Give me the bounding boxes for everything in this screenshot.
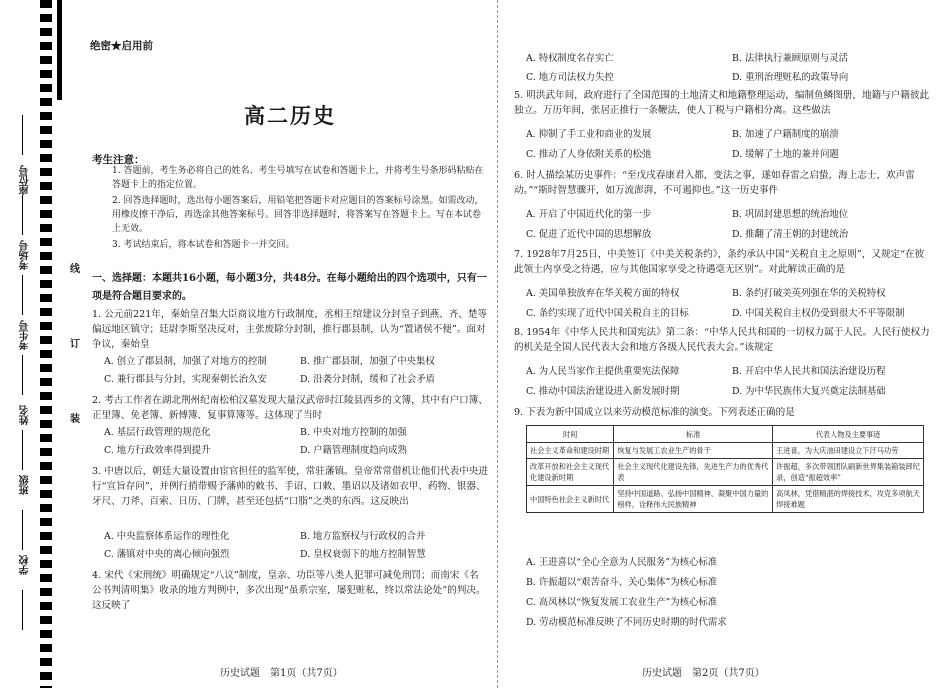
- table-cell: 王进喜，为大庆油田建设立下汗马功劳: [773, 443, 924, 459]
- page-divider: [497, 0, 499, 688]
- table-row: [527, 486, 924, 513]
- table-header: 标准: [614, 426, 773, 443]
- table-header: 代表人物及主要事迹: [773, 426, 924, 443]
- q4-option-a: A. 特权制度名存实亡: [526, 53, 614, 64]
- q4-option-b: B. 法律执行兼顾原则与灵活: [732, 53, 848, 64]
- question-4: 4. 宋代《宋刑统》明确规定“八议”制度，皇亲、功臣等八类人犯罪可减免刑罚；而南宋《名公书判清明集》收录的地方判例中，多次出现“虽系宗室，屡犯赃私，终以常法论处”的判决。这反映了: [92, 570, 486, 611]
- table-row: [527, 459, 924, 486]
- page-1: [90, 0, 490, 688]
- q1-option-a: A. 创立了郡县制，加强了对地方的控制: [104, 356, 267, 367]
- notice-heading: 考生注意：: [92, 154, 145, 166]
- q3-option-a: A. 中央监察体系运作的理性化: [104, 531, 230, 542]
- q5-option-a: A. 抑制了手工业和商业的发展: [526, 129, 652, 140]
- section-heading: 一、选择题：本题共16小题，每小题3分，共48分。在每小题给出的四个选项中，只有一项是符合题目要求的。: [92, 273, 487, 302]
- q7-option-c: C. 条约实现了近代中国关税自主的目标: [526, 308, 689, 319]
- notice-item: 2. 回答选择题时，选出每小题答案后，用铅笔把答题卡对应题目的答案标号涂黑。如需改动，用橡皮擦干净后，再选涂其他答案标号。回答非选择题时，将答案写在答题卡上。写在本试卷上无效。: [112, 196, 484, 234]
- cut-mark-fold: 装: [70, 414, 80, 425]
- q7-option-a: A. 美国单独放弃在华关税方面的特权: [526, 288, 680, 299]
- q1-option-b: B. 推广郡县制，加强了中央集权: [300, 356, 435, 367]
- question-9: 9. 下表为新中国成立以来劳动模范标准的演变。下列表述正确的是: [514, 407, 795, 418]
- candidate-number-label: 考生号: [20, 320, 31, 350]
- q3-option-b: B. 地方监察权与行政权的合并: [300, 531, 426, 542]
- q5-option-c: C. 推动了人身依附关系的松弛: [526, 149, 652, 160]
- q8-option-b: B. 开启中华人民共和国法治建设历程: [732, 366, 886, 377]
- table-cell: 许振超，多次带领团队刷新世界集装箱装卸纪录，创造“振超效率”: [773, 459, 924, 486]
- q2-option-b: B. 中央对地方控制的加强: [300, 427, 407, 438]
- question-6: 6. 时人描绘某历史事件：“至戊戌春康君入都，变法之事，遂如春雷之启蛰，海上志士，欢声雷动。”“斯时智慧骤开，如万流澎湃，不可遏抑也。”这一历史事件: [514, 170, 915, 196]
- question-1: 1. 公元前221年，秦始皇召集大臣商议地方行政制度，丞相王绾建议分封皇子到燕、齐、楚等偏远地区镇守；廷尉李斯坚决反对，主张废除分封制，推行郡县制，认为“置诸侯不便”。面对争议，秦始皇: [92, 309, 488, 350]
- q1-option-d: D. 沿袭分封制，缓和了社会矛盾: [300, 374, 436, 385]
- table-cell: 改革开放和社会主义现代化建设新时期: [527, 459, 614, 486]
- notice-item: 3. 考试结束后，将本试卷和答题卡一并交回。: [112, 240, 295, 250]
- q4-option-d: D. 重刑治理赃私的政策导向: [732, 72, 849, 83]
- binding-dash-rail: [40, 0, 52, 688]
- binding-solid-rail: [57, 0, 62, 100]
- q5-option-b: B. 加速了户籍制度的崩溃: [732, 129, 839, 140]
- secret-mark: 绝密★启用前: [90, 40, 153, 52]
- question-7: 7. 1928年7月25日，中美签订《中美关税条约》，条约承认中国“关税自主之原则”，又规定“在彼此领土内享受之待遇，应与其他国家享受之待遇毫无区别”。对此解读正确的是: [514, 249, 925, 275]
- seat-number-label: 座位号: [20, 165, 31, 195]
- q8-option-d: D. 为中华民族伟大复兴奠定法制基础: [732, 386, 886, 397]
- table-cell: 社会主义革命和建设时期: [527, 443, 614, 459]
- q9-option-d: D. 劳动模范标准反映了不同历史时期的时代需求: [526, 617, 727, 628]
- binding-margin: [0, 0, 92, 688]
- cut-mark-line: 线: [70, 264, 80, 275]
- question-5: 5. 明洪武年间，政府进行了全国范围的土地清丈和地籍整理运动，编制鱼鳞图册，地籍与户籍彼此独立。万历年间，张居正推行一条鞭法，使人丁税与户籍相分离。这些做法: [514, 90, 930, 116]
- q4-option-c: C. 地方司法权力失控: [526, 72, 614, 83]
- table-cell: 恢复与发展工农业生产的骨干: [614, 443, 773, 459]
- q9-option-a: A. 王进喜以“全心全意为人民服务”为核心标准: [526, 557, 718, 568]
- q2-option-c: C. 地方行政效率得到提升: [104, 445, 211, 456]
- q7-option-d: D. 中国关税自主权仍受到很大不平等限制: [732, 308, 905, 319]
- page-footer-1: 历史试题 第1页（共7页）: [220, 668, 343, 679]
- q5-option-d: D. 缓解了土地的兼并问题: [732, 149, 839, 160]
- table-row: [527, 443, 924, 459]
- question-2: 2. 考古工作者在湖北荆州纪南松柏汉墓发现大量汉武帝时江陵县西乡的文簿，其中有户口簿、正里簿、免老簿、新傅簿、复事算簿等。这体现了当时: [92, 395, 488, 421]
- table-cell: 社会主义现代化建设先锋，先进生产力的优秀代表: [614, 459, 773, 486]
- page-title: 高二历史: [244, 104, 336, 128]
- q7-option-b: B. 条约打破美英列强在华的关税特权: [732, 288, 886, 299]
- labor-model-table: [526, 425, 924, 513]
- q2-option-a: A. 基层行政管理的规范化: [104, 427, 211, 438]
- page-2: [512, 0, 932, 688]
- q6-option-c: C. 促进了近代中国的思想解放: [526, 229, 652, 240]
- table-header: 时间: [527, 426, 614, 443]
- q6-option-a: A. 开启了中国近代化的第一步: [526, 209, 652, 220]
- room-number-label: 考场号: [20, 240, 31, 270]
- q8-option-c: C. 推动中国法治建设进入新发展时期: [526, 386, 680, 397]
- q3-option-d: D. 皇权衰弱下的地方控制智慧: [300, 549, 426, 560]
- q9-option-c: C. 高凤林以“恢复发展工农业生产”为核心标准: [526, 597, 718, 608]
- q3-option-c: C. 藩镇对中央的离心倾向强烈: [104, 549, 230, 560]
- class-label: 班级: [20, 475, 31, 495]
- notice-item: 1. 答题前，考生务必将自己的姓名、考生号填写在试卷和答题卡上，并将考生号条形码粘贴在答题卡上的指定位置。: [112, 166, 484, 190]
- table-cell: 坚持中国道路、弘扬中国精神、凝聚中国力量的榜样，诠释伟大民族精神: [614, 486, 773, 513]
- cut-mark-bind: 订: [70, 339, 80, 350]
- school-label: 学校: [20, 555, 31, 575]
- q2-option-d: D. 户籍管理制度趋向成熟: [300, 445, 407, 456]
- name-label: 姓名: [20, 405, 31, 425]
- table-cell: 中国特色社会主义新时代: [527, 486, 614, 513]
- q1-option-c: C. 兼行郡县与分封，实现秦朝长治久安: [104, 374, 267, 385]
- q6-option-d: D. 推翻了清王朝的封建统治: [732, 229, 849, 240]
- q6-option-b: B. 巩固封建思想的统治地位: [732, 209, 848, 220]
- page-footer-2: 历史试题 第2页（共7页）: [642, 668, 765, 679]
- table-cell: 高凤林，凭借精湛的焊接技术，攻克多项航天焊接难题: [773, 486, 924, 513]
- question-8: 8. 1954年《中华人民共和国宪法》第二条：“中华人民共和国的一切权力属于人民。人民行使权力的机关是全国人民代表大会和地方各级人民代表大会。”该规定: [514, 327, 930, 353]
- q9-option-b: B. 许振超以“艰苦奋斗、关心集体”为核心标准: [526, 577, 718, 588]
- question-3: 3. 中唐以后，朝廷大量设置由宦官担任的监军使，常驻藩镇。皇帝常常借机让他们代表中央进行“宣旨存问”，并例行捎带赐予藩帅的敕书、手诏、口敕、墨诏以及诸如衣甲、药物、银器、牙尺、刀斧、百索、日历、门牌，甚至还包括“口脂”之类的东西。这反映出: [92, 466, 488, 507]
- q8-option-a: A. 为人民当家作主提供重要宪法保障: [526, 366, 680, 377]
